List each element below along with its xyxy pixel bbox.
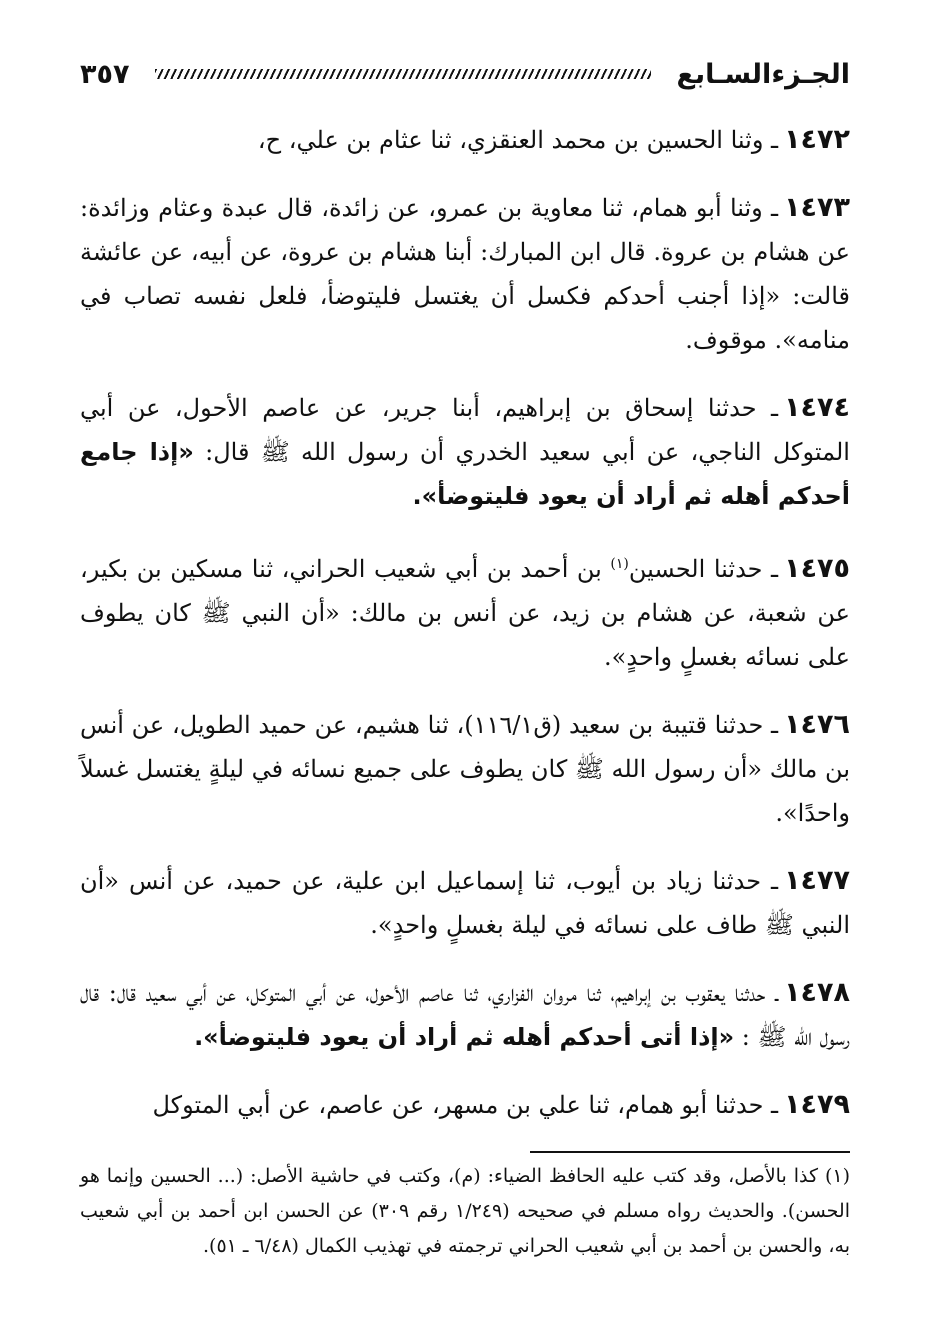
hadith-text: ـ حدثنا الحسين bbox=[628, 555, 779, 583]
hadith-text: ـ وثنا أبو همام، ثنا معاوية بن عمرو، عن زائدة، قال عبدة وعثام وزائدة: عن هشام بن عروة. قال ابن المبارك: أبنا هشام بن عروة، عن أبيه، عن عائشة قالت: «إذا أجنب أحدكم فكسل أن يغتسل فليتوضأ، فلعل نفسه تصاب في منامه». موقوف. bbox=[80, 194, 850, 354]
hadith-1478 bbox=[80, 971, 850, 1059]
footnote: (١) كذا بالأصل، وقد كتب عليه الحافظ الضياء: (م)، وكتب في حاشية الأصل: (... الحسين وإنما هو الحسن). والحديث رواه مسلم في صحيحه (١/٢٤٩ رقم ٣٠٩) عن الحسن ابن أحمد بن أبي شعيب به، والحسن بن أحمد بن أبي شعيب الحراني ترجمته في تهذيب الكمال (٦/٤٨ ـ ٥١). bbox=[80, 1165, 850, 1257]
footnote-divider bbox=[530, 1151, 850, 1153]
hadith-1476 bbox=[80, 703, 850, 835]
hadith-matn-bold: «إذا أتى أحدكم أهله ثم أراد أن يعود فليتوضأ». bbox=[194, 1023, 735, 1051]
hadith-1473 bbox=[80, 186, 850, 362]
header-rule bbox=[155, 69, 650, 79]
hadith-number: ١٤٧٦ bbox=[784, 709, 850, 740]
hadith-number: ١٤٧٣ bbox=[784, 192, 850, 223]
hadith-number: ١٤٧٩ bbox=[784, 1089, 850, 1120]
page-number: ٣٥٧ bbox=[80, 58, 130, 90]
hadith-text-continued: بن أحمد بن أبي شعيب الحراني، ثنا مسكين بن بكير، عن شعبة، عن هشام بن زيد، عن أنس بن مالك: «أن النبي ﷺ كان يطوف على نسائه بغسلٍ واحدٍ». bbox=[80, 555, 850, 671]
hadith-number: ١٤٧٨ bbox=[784, 977, 850, 1008]
hadith-text: ـ حدثنا يعقوب بن إبراهيم، ثنا مروان الفزاري، ثنا عاصم الأحول، عن أبي المتوكل، عن أبي سعيد قال: قال رسول الله ﷺ : bbox=[80, 979, 850, 1051]
hadith-text: ـ حدثنا إسحاق بن إبراهيم، أبنا جرير، عن عاصم الأحول، عن أبي المتوكل الناجي، عن أبي سعيد الخدري أن رسول الله ﷺ قال: bbox=[80, 394, 850, 466]
hadith-number: ١٤٧٥ bbox=[784, 553, 851, 584]
page-header bbox=[80, 52, 850, 96]
hadith-1479 bbox=[80, 1083, 850, 1127]
hadith-1474 bbox=[80, 386, 850, 518]
hadith-matn-bold: «إذا جامع أحدكم أهله ثم أراد أن يعود فليتوضأ». bbox=[80, 438, 850, 510]
book-page bbox=[80, 52, 850, 1283]
footnote-marker[interactable]: (١) bbox=[610, 556, 629, 572]
hadith-1472 bbox=[80, 118, 850, 162]
part-title: الجـزءالسـابع bbox=[676, 58, 850, 90]
hadith-number: ١٤٧٧ bbox=[784, 865, 850, 896]
hadith-number: ١٤٧٢ bbox=[784, 124, 850, 155]
hadith-1477 bbox=[80, 859, 850, 947]
hadith-1475 bbox=[80, 542, 850, 679]
hadith-number: ١٤٧٤ bbox=[784, 392, 850, 423]
hadith-text: ـ حدثنا زياد بن أيوب، ثنا إسماعيل ابن علية، عن حميد، عن أنس «أن النبي ﷺ طاف على نسائه في ليلة بغسلٍ واحدٍ». bbox=[80, 867, 850, 939]
hadith-text: ـ حدثنا قتيبة بن سعيد (ق١١٦/١)، ثنا هشيم، عن حميد الطويل، عن أنس بن مالك «أن رسول الله ﷺ كان يطوف على جميع نسائه في ليلةٍ يغتسل غسلاً واحدًا». bbox=[80, 711, 850, 827]
hadith-text: ـ حدثنا أبو همام، ثنا علي بن مسهر، عن عاصم، عن أبي المتوكل bbox=[152, 1091, 779, 1119]
hadith-text: ـ وثنا الحسين بن محمد العنقزي، ثنا عثام بن علي، ح، bbox=[257, 126, 779, 154]
